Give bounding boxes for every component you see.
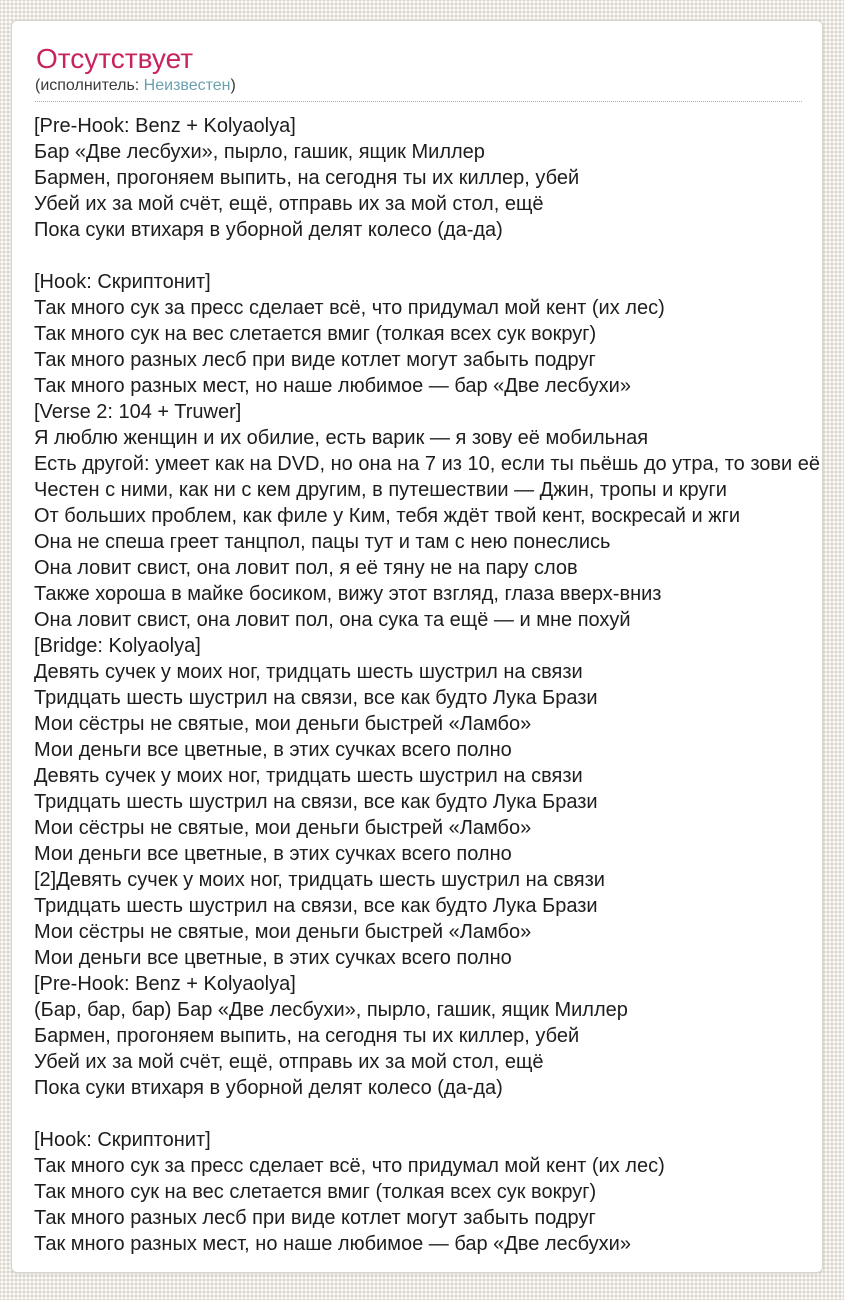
lyric-line: Я люблю женщин и их обилие, есть варик — я зову её мобильная (34, 427, 649, 449)
lyric-line: [Pre-Hook: Benz + Kolyaolya] (34, 973, 296, 995)
lyric-line: Также хороша в майке босиком, вижу этот взгляд, глаза вверх-вниз (34, 583, 662, 605)
lyric-line: Честен с ними, как ни с кем другим, в путешествии — Джин, тропы и круги (34, 479, 727, 501)
lyric-line: [Hook: Скриптонит] (34, 271, 211, 293)
lyrics-card (11, 20, 823, 1273)
lyric-line: Убей их за мой счёт, ещё, отправь их за мой стол, ещё (34, 193, 544, 215)
artist-line (35, 77, 802, 102)
lyric-line: Она ловит свист, она ловит пол, я её тяну не на пару слов (34, 557, 578, 579)
lyric-line: [2]Девять сучек у моих ног, тридцать шесть шустрил на связи (34, 869, 605, 891)
lyric-line: [Hook: Скриптонит] (34, 1129, 211, 1151)
lyric-line (34, 243, 802, 269)
lyric-line: (Бар, бар, бар) Бар «Две лесбухи», пырло, гашик, ящик Миллер (34, 999, 628, 1021)
artist-label: (исполнитель: (35, 77, 140, 94)
lyric-line: Мои деньги все цветные, в этих сучках всего полно (34, 947, 512, 969)
lyric-line: Бармен, прогоняем выпить, на сегодня ты их киллер, убей (34, 167, 580, 189)
lyric-line (34, 1101, 802, 1127)
lyric-line: [Bridge: Kolyaolya] (34, 635, 201, 657)
lyric-line: Есть другой: умеет как на DVD, но она на 7 из 10, если ты пьёшь до утра, то зови её (34, 453, 820, 475)
lyric-line: Она не спеша греет танцпол, пацы тут и там с нею понеслись (34, 531, 611, 553)
lyrics-text (34, 113, 820, 1257)
lyric-line: Так много разных лесб при виде котлет могут забыть подруг (34, 349, 596, 371)
lyric-line: Убей их за мой счёт, ещё, отправь их за мой стол, ещё (34, 1051, 544, 1073)
lyric-line: Мои сёстры не святые, мои деньги быстрей «Ламбо» (34, 817, 532, 839)
artist-label-close: ) (230, 77, 236, 94)
lyric-line: Так много сук за пресс сделает всё, что придумал мой кент (их лес) (34, 297, 665, 319)
artist-link[interactable]: Неизвестен (143, 77, 231, 94)
lyric-line: Так много разных мест, но наше любимое — бар «Две лесбухи» (34, 1233, 631, 1255)
lyric-line: Так много сук за пресс сделает всё, что придумал мой кент (их лес) (34, 1155, 665, 1177)
lyric-line: Тридцать шесть шустрил на связи, все как будто Лука Брази (34, 791, 598, 813)
lyric-line: Девять сучек у моих ног, тридцать шесть шустрил на связи (34, 765, 583, 787)
lyric-line: Так много сук на вес слетается вмиг (толкая всех сук вокруг) (34, 323, 597, 345)
lyric-line: Мои сёстры не святые, мои деньги быстрей «Ламбо» (34, 713, 532, 735)
lyric-line: Тридцать шесть шустрил на связи, все как будто Лука Брази (34, 895, 598, 917)
lyric-line: Так много разных лесб при виде котлет могут забыть подруг (34, 1207, 596, 1229)
lyric-line: Мои сёстры не святые, мои деньги быстрей «Ламбо» (34, 921, 532, 943)
lyric-line: Пока суки втихаря в уборной делят колесо (да-да) (34, 1077, 503, 1099)
lyric-line: От больших проблем, как филе у Ким, тебя ждёт твой кент, воскресай и жги (34, 505, 741, 527)
lyric-line: Она ловит свист, она ловит пол, она сука та ещё — и мне похуй (34, 609, 631, 631)
lyric-line: Девять сучек у моих ног, тридцать шесть шустрил на связи (34, 661, 583, 683)
lyric-line: [Verse 2: 104 + Truwer] (34, 401, 242, 423)
lyric-line: Так много разных мест, но наше любимое — бар «Две лесбухи» (34, 375, 631, 397)
lyric-line: Тридцать шесть шустрил на связи, все как будто Лука Брази (34, 687, 598, 709)
lyric-line: Так много сук на вес слетается вмиг (толкая всех сук вокруг) (34, 1181, 597, 1203)
lyric-line: Бармен, прогоняем выпить, на сегодня ты их киллер, убей (34, 1025, 580, 1047)
lyric-line: Бар «Две лесбухи», пырло, гашик, ящик Миллер (34, 141, 485, 163)
lyric-line: Мои деньги все цветные, в этих сучках всего полно (34, 843, 512, 865)
lyric-line: Мои деньги все цветные, в этих сучках всего полно (34, 739, 512, 761)
lyric-line: Пока суки втихаря в уборной делят колесо (да-да) (34, 219, 503, 241)
page-title: Отсутствует (36, 43, 194, 74)
lyric-line: [Pre-Hook: Benz + Kolyaolya] (34, 115, 296, 137)
